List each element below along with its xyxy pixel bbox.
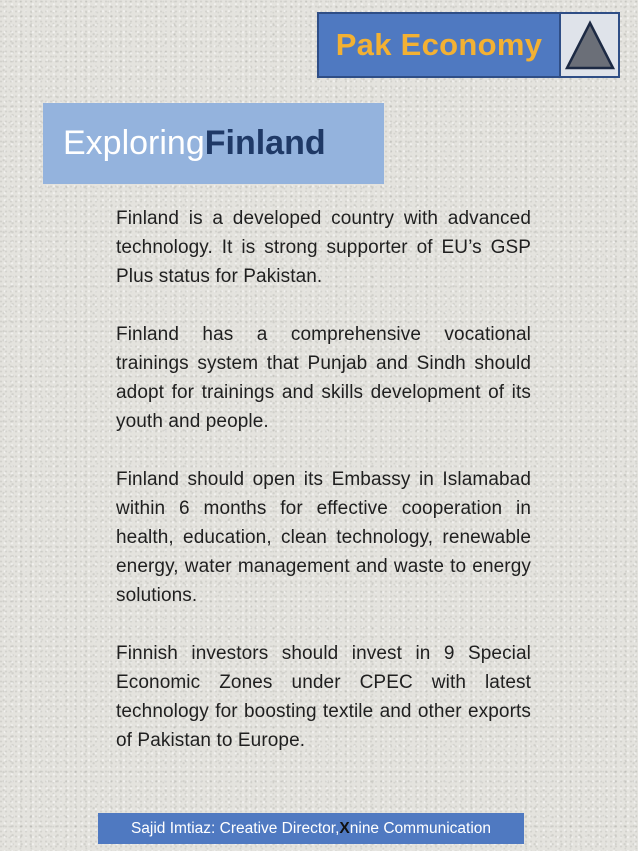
article-body: [116, 204, 531, 784]
brand-box: [317, 12, 620, 78]
footer-credit: [98, 813, 524, 844]
paragraph-2: Finland has a comprehensive vocational trainings system that Punjab and Sindh should adopt for trainings and skills development of its youth and people.: [116, 324, 531, 432]
triangle-logo-icon: [561, 14, 618, 76]
paragraph-3: Finland should open its Embassy in Islamabad within 6 months for effective cooperation in health, education, clean technology, renewable energy, water management and waste to energy solutions.: [116, 469, 531, 606]
paragraph-4: Finnish investors should invest in 9 Special Economic Zones under CPEC with latest technology for boosting textile and other exports of Pakistan to Europe.: [116, 643, 531, 751]
title-part-country: Finland: [204, 124, 326, 162]
footer-x-letter: X: [339, 819, 350, 837]
paragraph-1: Finland is a developed country with advanced technology. It is strong supporter of EU’s GSP Plus status for Pakistan.: [116, 208, 531, 287]
title-part-exploring: Exploring: [63, 124, 205, 162]
footer-prefix: Sajid Imtiaz: Creative Director,: [130, 819, 340, 837]
triangle-logo-svg: [564, 19, 616, 71]
footer-suffix: nine Communication: [349, 819, 492, 837]
page-title: [43, 103, 384, 184]
brand-name: Pak Economy: [319, 14, 561, 76]
